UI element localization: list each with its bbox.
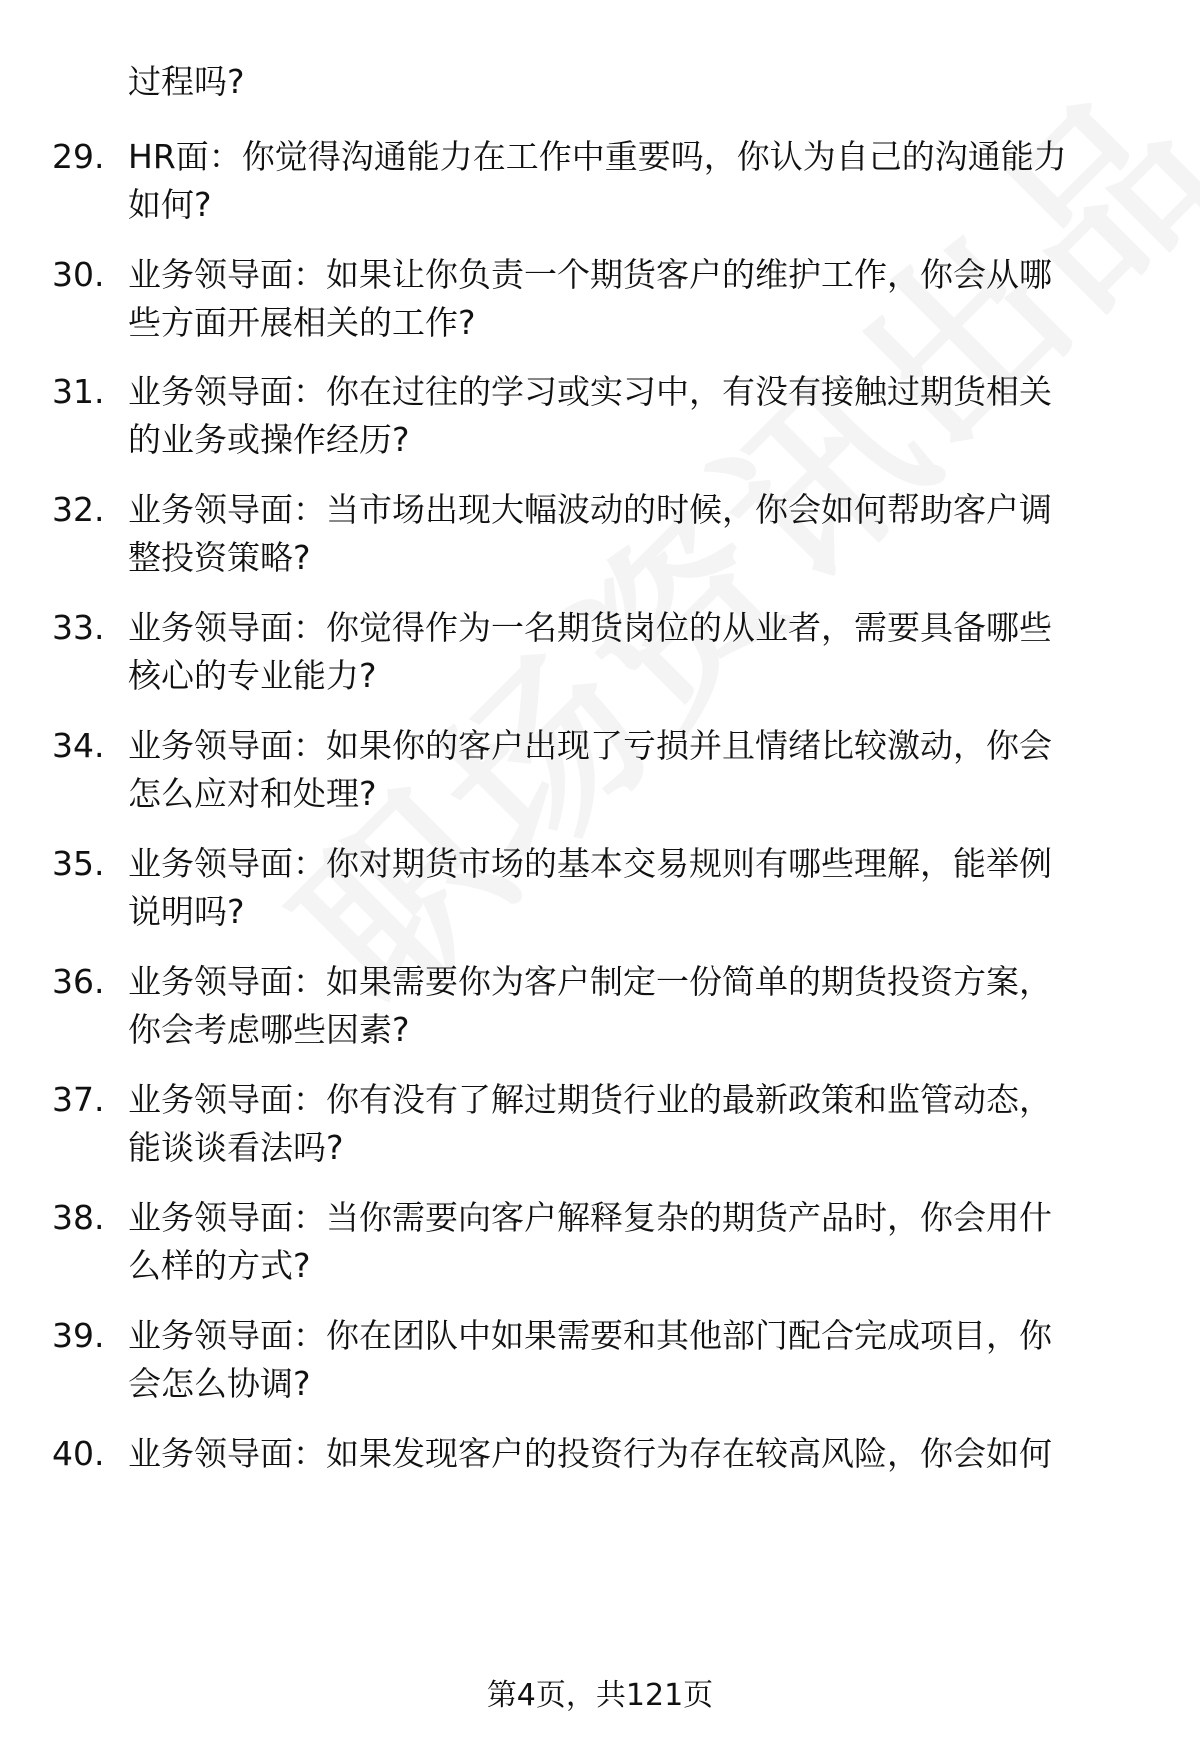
question-text: 业务领导面：你在过往的学习或实习中，有没有接触过期货相关 的业务或操作经历? [128, 372, 1052, 459]
question-number: 34. [52, 726, 105, 765]
question-number: 40. [52, 1434, 105, 1473]
question-number: 35. [52, 844, 105, 883]
question-number: 30. [52, 255, 105, 294]
question-text: 业务领导面：当你需要向客户解释复杂的期货产品时，你会用什 么样的方式? [128, 1198, 1052, 1285]
question-text: 业务领导面：你对期货市场的基本交易规则有哪些理解，能举例 说明吗? [128, 844, 1052, 931]
question-number: 33. [52, 608, 105, 647]
page-number-footer: 第4页，共121页 [486, 1678, 714, 1713]
question-text: 业务领导面：如果让你负责一个期货客户的维护工作，你会从哪 些方面开展相关的工作? [128, 255, 1052, 342]
question-text: HR面：你觉得沟通能力在工作中重要吗，你认为自己的沟通能力 如何? [128, 137, 1067, 224]
question-number: 29. [52, 137, 105, 176]
question-text: 业务领导面：你觉得作为一名期货岗位的从业者，需要具备哪些 核心的专业能力? [128, 608, 1052, 695]
continued-question-text: 过程吗? [128, 62, 245, 101]
question-number: 36. [52, 962, 105, 1001]
question-number: 39. [52, 1316, 105, 1355]
question-text: 业务领导面：你在团队中如果需要和其他部门配合完成项目，你 会怎么协调? [128, 1316, 1052, 1403]
question-number: 38. [52, 1198, 105, 1237]
question-number: 32. [52, 490, 105, 529]
question-text: 业务领导面：如果发现客户的投资行为存在较高风险，你会如何 [128, 1434, 1052, 1473]
question-text: 业务领导面：你有没有了解过期货行业的最新政策和监管动态， 能谈谈看法吗? [128, 1080, 1052, 1167]
question-text: 业务领导面：如果你的客户出现了亏损并且情绪比较激动，你会 怎么应对和处理? [128, 726, 1052, 813]
question-text: 业务领导面：当市场出现大幅波动的时候，你会如何帮助客户调 整投资策略? [128, 490, 1052, 577]
question-text: 业务领导面：如果需要你为客户制定一份简单的期货投资方案， 你会考虑哪些因素? [128, 962, 1052, 1049]
question-number: 37. [52, 1080, 105, 1119]
question-number: 31. [52, 372, 105, 411]
